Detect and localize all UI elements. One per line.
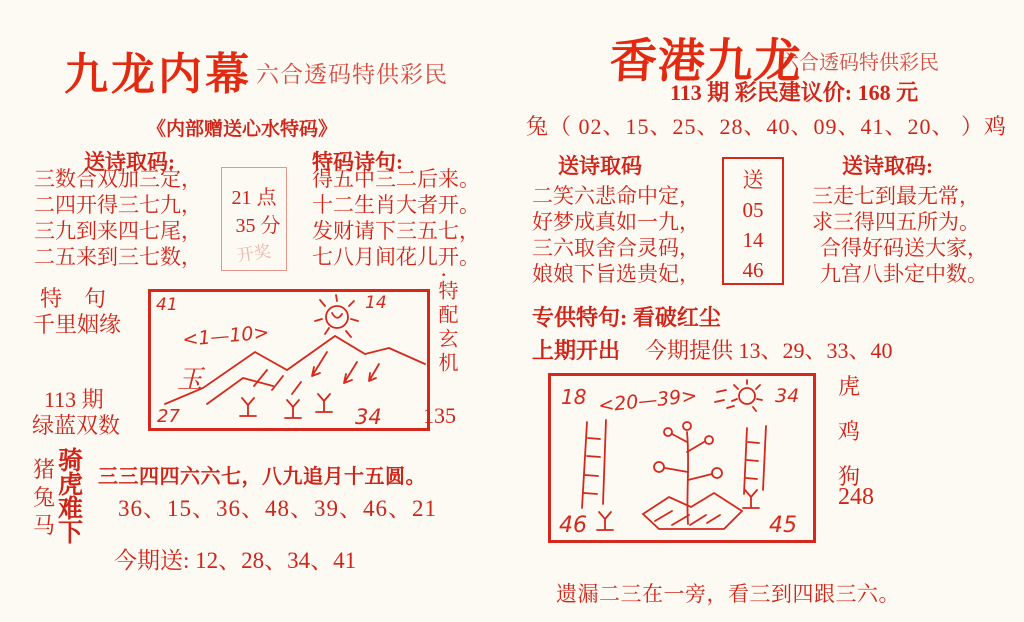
- inner-gift-banner: 《内部赠送心水特码》: [147, 119, 338, 140]
- left-poem-header: 送诗取码:: [84, 150, 175, 174]
- right-poem-line: 好梦成真如一九，: [532, 210, 700, 234]
- right-poem-line: 求三得四五所为。: [812, 210, 980, 234]
- right-poem-line: 三六取舍合灵码，: [532, 236, 700, 260]
- sketch-number-tl: 18: [561, 385, 587, 409]
- right-sketch-drawing: [551, 376, 813, 540]
- right-poem-line: 九宫八卦定中数。: [820, 262, 988, 286]
- zodiac-column-a: [33, 456, 55, 540]
- left-special-poem: [312, 166, 480, 270]
- issue-hint: 绿蓝双数: [32, 413, 121, 438]
- price-line: 113 期 彩民建议价: 168 元: [670, 80, 919, 105]
- mystic-number: 135: [423, 403, 456, 428]
- issue-number: 113 期: [44, 387, 104, 412]
- draw-minute: 35 分: [235, 215, 281, 237]
- right-poem-line: 合得好码送大家，: [820, 236, 988, 260]
- right-side-zodiac: [838, 370, 860, 491]
- left-sketch-box: [148, 289, 430, 431]
- left-gift-row: 今期送: 12、28、34、41: [114, 548, 357, 573]
- sketch-number-bl: 46: [559, 513, 587, 538]
- sketch-number-br: 34: [355, 405, 382, 428]
- left-subtitle: 六合透码特供彩民: [256, 62, 448, 87]
- draw-hour: 21 点: [231, 187, 277, 209]
- right-title: 香港九龙: [608, 36, 804, 88]
- sketch-range: <20—39>: [597, 384, 699, 417]
- left-poem-line: 二四开得三七九，: [34, 193, 202, 217]
- zodiac-char: 狗: [838, 464, 861, 489]
- left-poem: [34, 166, 202, 270]
- right-poem-line: 娘娘下旨选贵妃，: [532, 262, 700, 286]
- zodiac-column-b: [58, 450, 83, 546]
- draw-time-box: [221, 167, 287, 271]
- left-poem-line: 二五来到三七数，: [34, 245, 202, 269]
- zodiac-char: 马: [33, 513, 56, 538]
- left-title: 九龙内幕: [64, 50, 252, 99]
- zodiac-char: 猪: [33, 457, 56, 482]
- special-poem-line: 得五中三二后来。: [312, 167, 480, 191]
- sketch-number-br: 45: [769, 513, 797, 538]
- zodiac-char: 虎: [58, 472, 84, 499]
- bottom-remark: 遗漏二三在一旁，看三到四跟三六。: [556, 582, 900, 606]
- right-subtitle: 六合透码特供彩民: [779, 52, 939, 74]
- left-sketch-drawing: [151, 292, 427, 428]
- left-poem-line: 三九到来四七尾，: [34, 219, 202, 243]
- zodiac-char: 骑: [58, 448, 84, 475]
- phrase-value: 千里姻缘: [33, 312, 122, 337]
- gift-box-item: 送: [742, 168, 764, 192]
- sketch-number-tr: 14: [365, 293, 387, 313]
- special-offer-line: 专供特句: 看破红尘: [532, 305, 721, 330]
- gift-number-box: [722, 157, 784, 285]
- gift-box-item: 05: [742, 198, 764, 222]
- left-number-row: 36、15、36、48、39、46、21: [118, 496, 437, 521]
- right-poem-line: 三走七到最无常，: [812, 184, 980, 208]
- zodiac-char: 虎: [838, 374, 861, 399]
- zodiac-char: 下: [58, 520, 84, 547]
- right-poem-line: 二笑六悲命中定，: [532, 184, 700, 208]
- draw-note: 开奖: [235, 241, 273, 266]
- zodiac-char: 鸡: [838, 419, 861, 444]
- gift-box-item: 14: [742, 228, 764, 252]
- gift-box-item: 46: [742, 258, 764, 282]
- left-poem-line: 三数合双加三定，: [34, 167, 202, 191]
- phrase-label: 特 句: [40, 286, 107, 311]
- special-poem-line: 十二生肖大者开。: [312, 193, 480, 217]
- zodiac-char: 兔: [33, 485, 56, 510]
- sketch-number-tr: 34: [775, 385, 800, 407]
- zodiac-bracket-line: 兔（ 02、15、25、28、40、09、41、20、 ）鸡: [526, 114, 1008, 139]
- current-offer-line: 今期提供 13、29、33、40: [645, 338, 893, 363]
- sketch-number-bl: 27: [157, 406, 180, 427]
- riddle-sentence: 三三四四六六七，八九追月十五圆。: [98, 466, 426, 488]
- special-poem-line: 发财请下三五七，: [312, 219, 480, 243]
- right-sketch-box: [548, 373, 816, 543]
- mystic-dot: ·: [440, 262, 448, 287]
- mystic-note: 特配玄机: [435, 280, 457, 376]
- sketch-number-tl: 41: [156, 295, 178, 315]
- right-poem-header-left: 送诗取码: [558, 154, 642, 178]
- prev-issue-label: 上期开出: [532, 338, 621, 363]
- right-poem-right: [812, 183, 988, 287]
- right-poem-header-right: 送诗取码:: [842, 154, 933, 178]
- sketch-glyph: 玉: [177, 365, 204, 395]
- zodiac-char: 难: [58, 496, 84, 523]
- left-special-header: 特码诗句:: [312, 150, 403, 174]
- special-poem-line: 七八月间花儿开。: [312, 245, 480, 269]
- sketch-range: <1—10>: [181, 321, 271, 351]
- right-side-number: 248: [838, 484, 874, 510]
- right-poem-left: [532, 183, 700, 287]
